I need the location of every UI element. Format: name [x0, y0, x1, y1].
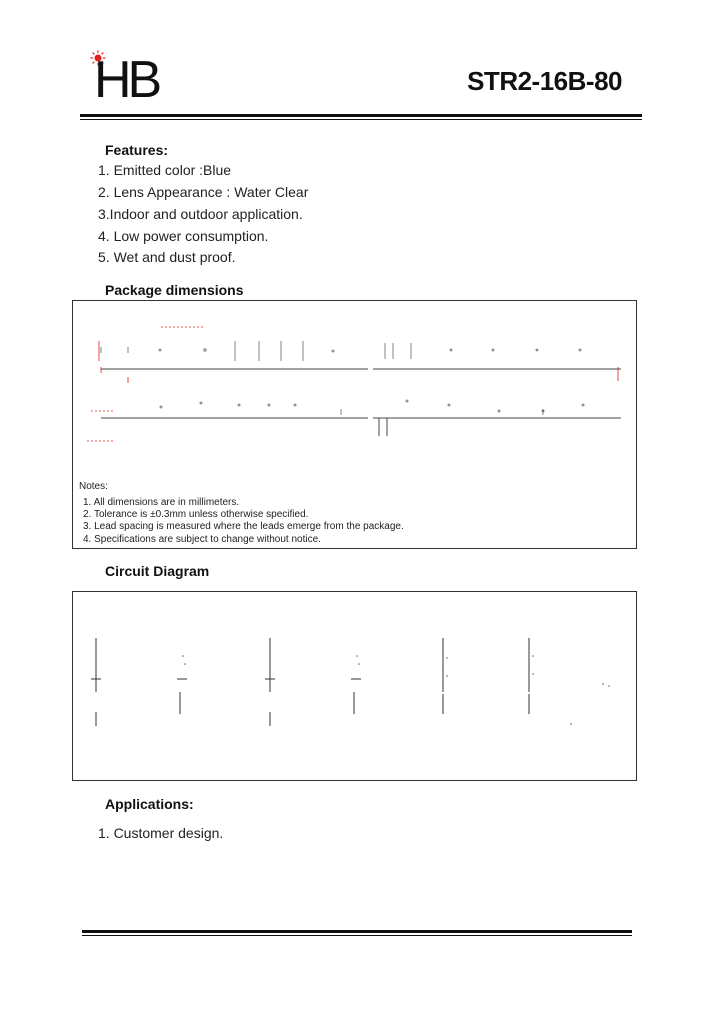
application-item: 1. Customer design.: [98, 825, 224, 841]
circuit-diagram-box: [72, 591, 637, 781]
feature-item: 1. Emitted color :Blue: [98, 162, 232, 178]
package-dimensions-heading: Package dimensions: [105, 282, 244, 298]
feature-item: 3.Indoor and outdoor application.: [98, 206, 303, 222]
part-number-title: STR2-16B-80: [467, 66, 622, 96]
footer-divider-thin: [82, 935, 632, 936]
note-item: 2. Tolerance is ±0.3mm unless otherwise specified.: [83, 509, 309, 520]
package-drawing: [73, 301, 636, 471]
note-item: 3. Lead spacing is measured where the leads emerge from the package.: [83, 521, 404, 532]
features-heading: Features:: [105, 142, 169, 158]
notes-title: Notes:: [79, 481, 108, 492]
feature-item: 4. Low power consumption.: [98, 228, 269, 244]
header-divider: [80, 114, 642, 117]
note-item: 4. Specifications are subject to change without notice.: [83, 534, 321, 545]
package-dimensions-box: [72, 300, 637, 549]
applications-heading: Applications:: [105, 796, 194, 812]
company-logo: [88, 48, 168, 110]
logo-text: HB: [94, 51, 159, 109]
footer-divider: [82, 930, 632, 933]
header-divider-thin: [80, 119, 642, 120]
circuit-diagram-heading: Circuit Diagram: [105, 563, 210, 579]
feature-item: 5. Wet and dust proof.: [98, 249, 236, 265]
circuit-drawing: [73, 592, 636, 780]
note-item: 1. All dimensions are in millimeters.: [83, 497, 240, 508]
feature-item: 2. Lens Appearance : Water Clear: [98, 184, 309, 200]
